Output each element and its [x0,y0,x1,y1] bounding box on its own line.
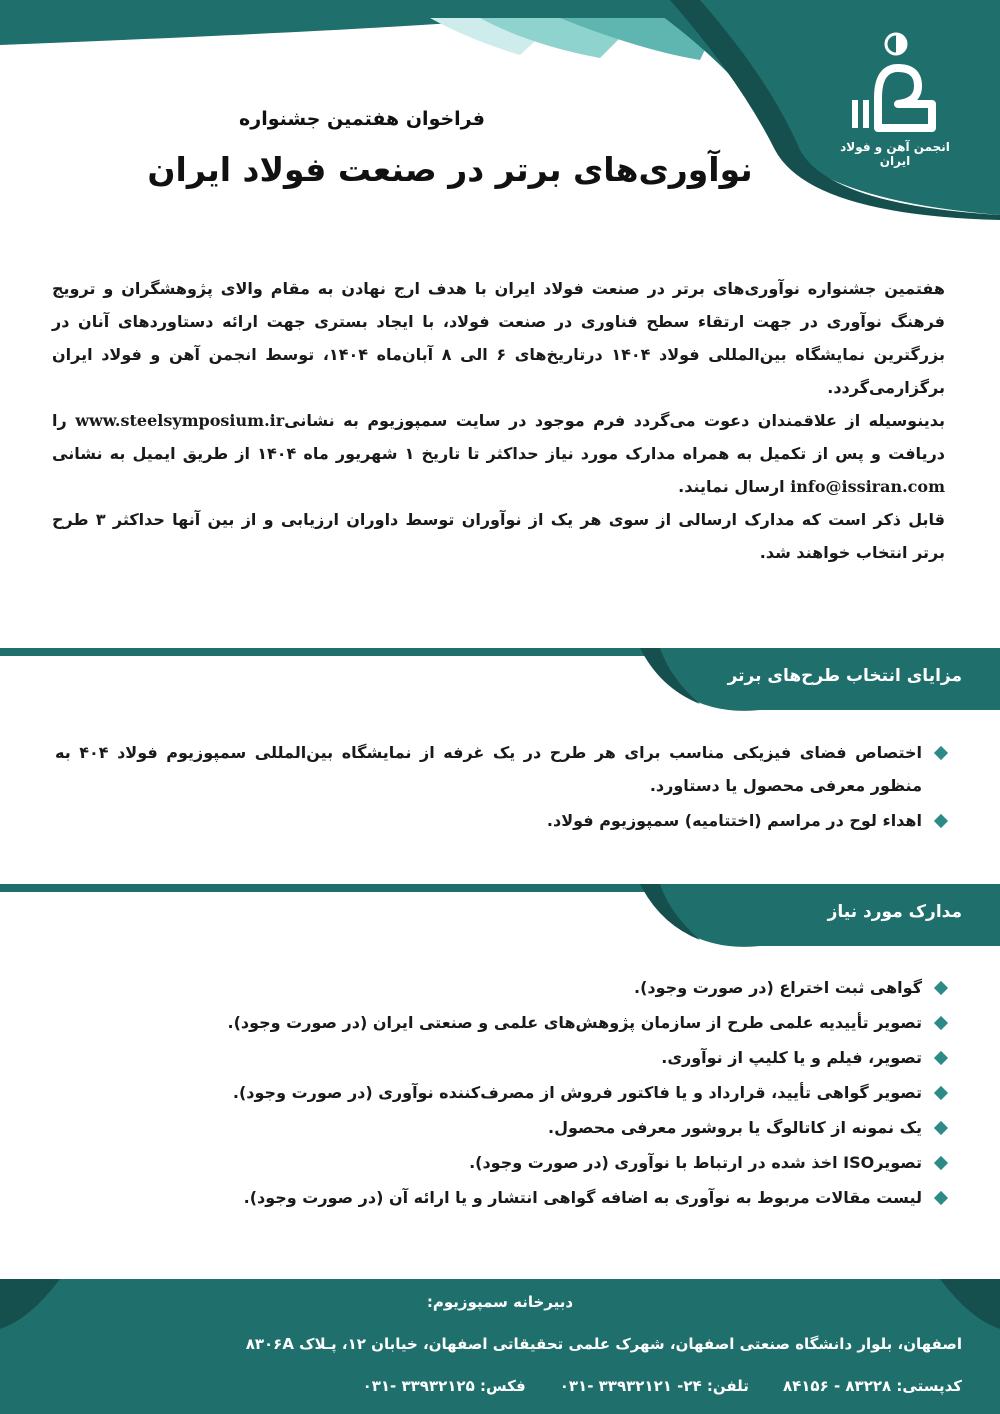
list-item-text: یک نمونه از کاتالوگ یا بروشور معرفی محصول. [548,1118,922,1137]
intro-p2-after: ارسال نمایند. [678,477,785,496]
benefits-list [55,736,948,839]
list-item-text: اختصاص فضای فیزیکی مناسب برای هر طرح در یک غرفه از نمایشگاه بین‌المللی سمپوزیوم فولاد ۴۰۴ به منظور معرفی محصول یا دستاورد. [55,743,923,795]
list-item [55,974,948,1001]
diamond-bullet-icon [934,1051,948,1065]
list-item [55,1149,948,1176]
intro-p2-middle: را دریافت و پس از تکمیل به همراه مدارک مورد نیاز حداکثر تا تاریخ ۱ شهریور ماه ۱۴۰۴ از طریق ایمیل به نشانی [52,411,945,463]
footer-contacts [363,1377,962,1395]
intro-p2-before: بدینوسیله از علاقمندان دعوت می‌گردد فرم موجود در سایت سمپوزیوم به نشانی [284,411,945,430]
list-item-text: گواهی ثبت اختراع (در صورت وجود). [634,978,922,997]
intro-paragraph-1: هفتمین جشنواره نوآوری‌های برتر در صنعت فولاد ایران با هدف ارج نهادن به مقام والای پژوهشگران و ترویج فرهنگ نوآوری در جهت ارتقاء سطح فناوری در صنعت فولاد، با ایجاد بستری جهت ارائه دستاوردهای آنان در بزرگترین نمایشگاه بین‌المللی فولاد ۱۴۰۴ درتاریخ‌های ۶ الی ۸ آبان‌ماه ۱۴۰۴، توسط انجمن آهن و فولاد ایران برگزارمی‌گردد. [52,279,946,397]
benefits-section-header [0,648,1000,720]
intro-paragraph-2 [52,404,945,503]
intro-paragraph-3: قابل ذکر است که مدارک ارسالی از سوی هر یک از نوآوران توسط داوران ارزیابی و از بین آنها حداکثر ۳ طرح برتر انتخاب خواهند شد. [52,510,946,562]
list-item [55,1009,948,1036]
diamond-bullet-icon [934,1121,948,1135]
diamond-bullet-icon [934,981,948,995]
diamond-bullet-icon [934,814,948,828]
benefits-title: مزایای انتخاب طرح‌های برتر [727,666,962,686]
list-item-text: اهداء لوح در مراسم (اختتامیه) سمپوزیوم فولاد. [546,811,922,830]
fax-number: فکس: ۳۳۹۳۲۱۲۵ -۰۳۱ [362,1377,526,1395]
list-item [55,1044,948,1071]
intro-text [52,272,945,569]
phone-number: تلفن: ۲۴- ۳۳۹۳۲۱۲۱ -۰۳۱ [559,1377,749,1395]
list-item-text: تصویر تأییدیه علمی طرح از سازمان پژوهش‌های علمی و صنعتی ایران (در صورت وجود). [227,1013,922,1032]
page-title: نوآوری‌های برتر در صنعت فولاد ایران [147,150,753,189]
website-link[interactable]: www.steelsymposium.ir [75,411,285,430]
footer-heading: دبیرخانه سمپوزیوم: [426,1293,574,1311]
list-item [55,1184,948,1211]
footer [0,1279,1000,1414]
list-item [55,1079,948,1106]
diamond-bullet-icon [934,1016,948,1030]
list-item-text: لیست مقالات مربوط به نوآوری به اضافه گواهی انتشار و یا ارائه آن (در صورت وجود). [243,1188,922,1207]
email-link[interactable]: info@issiran.com [790,477,945,496]
documents-section-header [0,884,1000,956]
diamond-bullet-icon [934,1191,948,1205]
call-title: فراخوان هفتمین جشنواره [239,108,485,130]
list-item-text: تصویر، فیلم و یا کلیپ از نوآوری. [661,1048,922,1067]
documents-title: مدارک مورد نیاز [827,902,962,922]
list-item [55,736,948,802]
documents-list [55,974,948,1219]
logo-caption: انجمن آهن و فولاد ایران [840,140,950,168]
logo-mark-icon [836,28,956,138]
postal-code: کدپستی: ۸۳۲۲۸ - ۸۴۱۵۶ [782,1377,962,1395]
list-item-text: تصویر گواهی تأیید، قرارداد و یا فاکتور فروش از مصرف‌کننده نوآوری (در صورت وجود). [232,1083,922,1102]
list-item [55,1114,948,1141]
footer-address: اصفهان، بلوار دانشگاه صنعتی اصفهان، شهرک علمی تحقیقاتی اصفهان، خیابان ۱۲، پـلاک ۸۳۰۶A [245,1335,962,1353]
list-item-text: تصویرISO اخذ شده در ارتباط با نوآوری (در صورت وجود). [469,1153,922,1172]
diamond-bullet-icon [934,1086,948,1100]
diamond-bullet-icon [934,746,948,760]
diamond-bullet-icon [934,1156,948,1170]
list-item [55,804,948,837]
